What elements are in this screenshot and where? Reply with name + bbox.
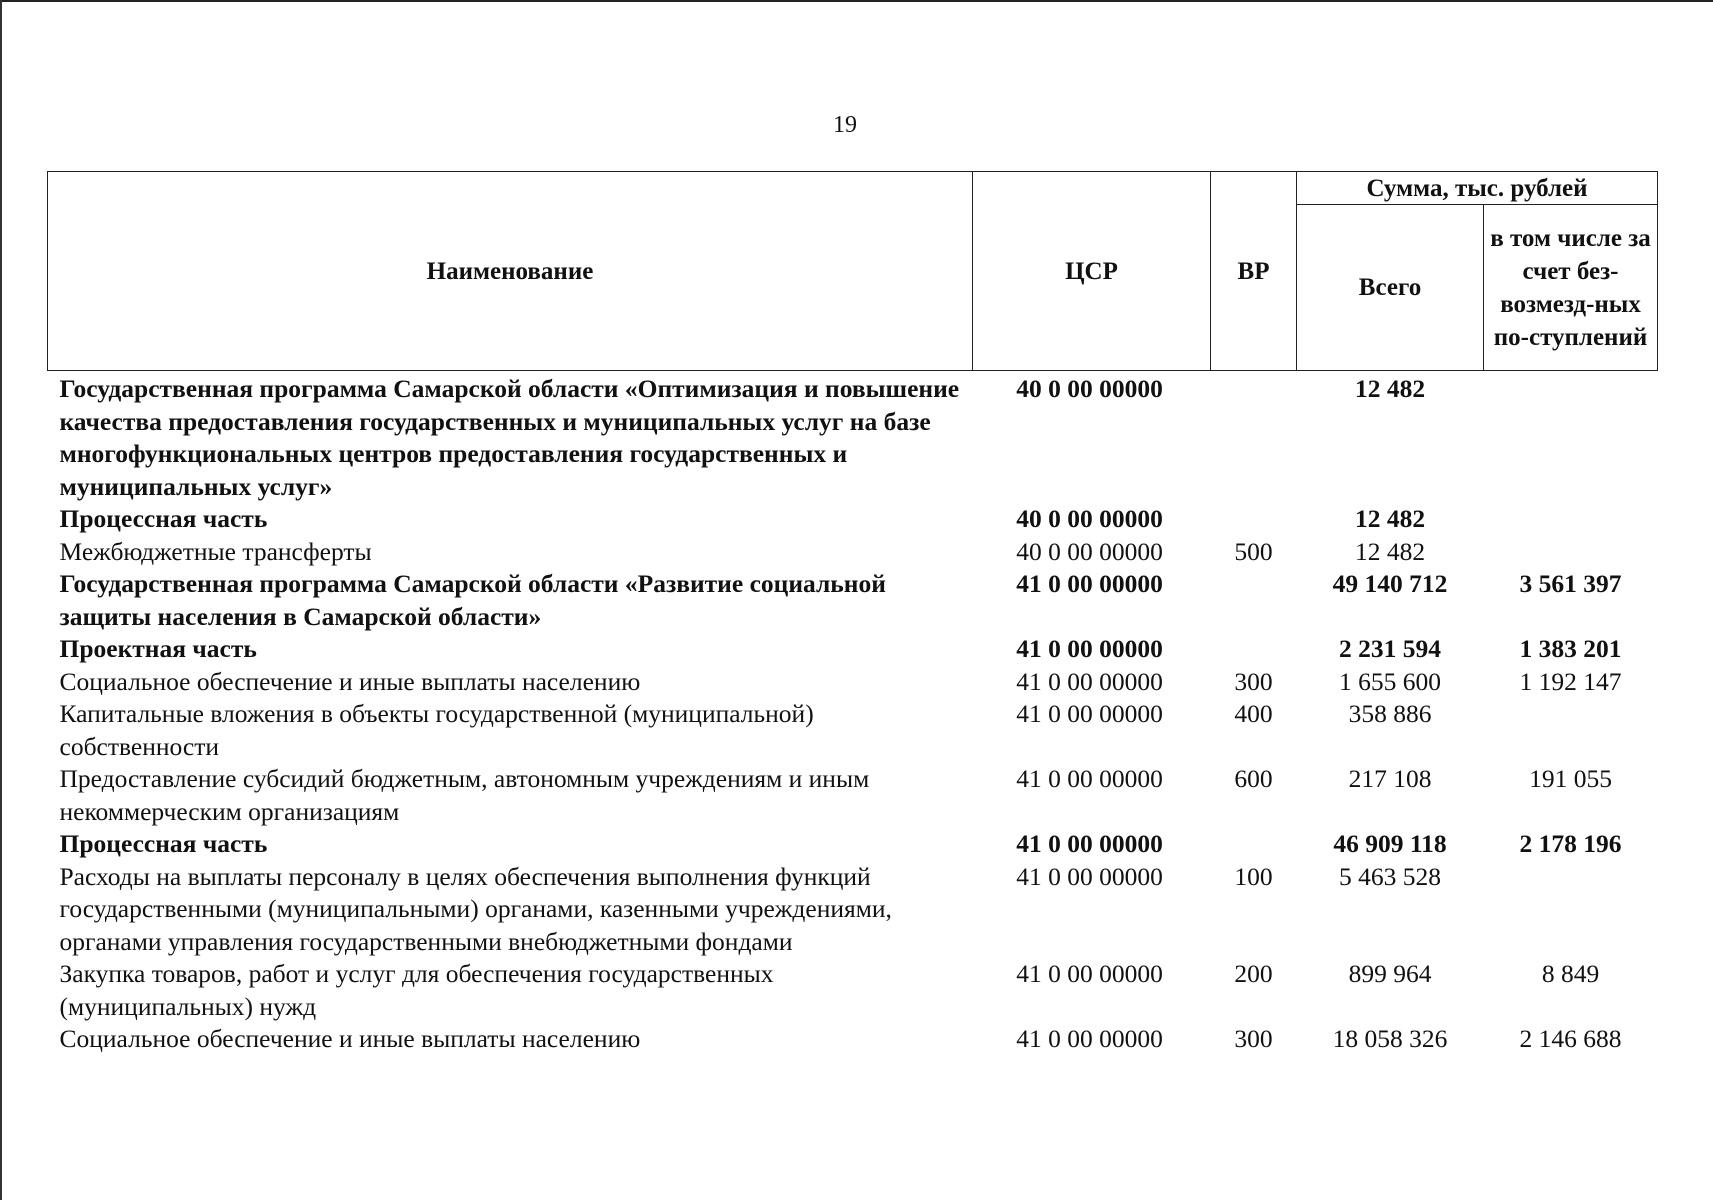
header-total: Всего	[1297, 205, 1484, 371]
cell-csr: 41 0 00 00000	[1016, 699, 1163, 728]
table-row	[48, 536, 1658, 569]
cell-name: Расходы на выплаты персоналу в целях обеспечения выполнения функций государственными (муниципальными) органами, казенными учреждениями, органами управления государственными внебюджетными фондами	[59, 861, 892, 956]
table-row	[48, 568, 1658, 633]
cell-csr: 40 0 00 00000	[1016, 504, 1163, 533]
cell-grants: 1 192 147	[1519, 666, 1622, 696]
cell-total: 12 482	[1354, 536, 1426, 566]
cell-csr: 41 0 00 00000	[1016, 634, 1163, 663]
cell-vr	[1211, 371, 1297, 504]
header-name: Наименование	[48, 172, 973, 371]
cell-total: 1 655 600	[1339, 666, 1441, 696]
cell-grants: 3 561 397	[1519, 569, 1622, 598]
cell-total: 18 058 326	[1332, 1024, 1448, 1053]
cell-total: 12 482	[1354, 374, 1426, 403]
table-row	[48, 861, 1658, 959]
cell-name: Капитальные вложения в объекты государственной (муниципальной) собственности	[59, 699, 814, 761]
table-row	[48, 828, 1658, 861]
cell-name: Процессная часть	[59, 829, 268, 858]
budget-table	[47, 171, 1658, 1056]
cell-name: Проектная часть	[59, 634, 257, 663]
cell-total: 217 108	[1348, 764, 1432, 793]
cell-vr	[1211, 568, 1297, 633]
cell-total: 49 140 712	[1332, 569, 1448, 598]
cell-name: Государственная программа Самарской области «Оптимизация и повышение качества предоставления государственных и муниципальных услуг на базе многофункциональных центров предоставления государственных и муниципальных услуг»	[59, 374, 960, 501]
cell-total: 358 886	[1348, 699, 1432, 728]
cell-vr: 100	[1234, 861, 1273, 891]
cell-total: 2 231 594	[1339, 634, 1441, 663]
table-row	[48, 1023, 1658, 1056]
table-body	[48, 371, 1658, 1056]
cell-csr: 41 0 00 00000	[1016, 764, 1163, 793]
table-row	[48, 698, 1658, 763]
cell-grants	[1484, 503, 1658, 536]
cell-vr: 600	[1234, 764, 1273, 793]
cell-name: Социальное обеспечение и иные выплаты населению	[59, 666, 641, 696]
header-csr: ЦСР	[973, 172, 1211, 371]
cell-grants: 1 383 201	[1519, 634, 1622, 663]
page-edge-top	[0, 0, 1713, 2]
cell-name: Процессная часть	[59, 504, 268, 533]
cell-csr: 40 0 00 00000	[1016, 536, 1163, 566]
cell-name: Социальное обеспечение и иные выплаты населению	[59, 1024, 641, 1053]
page-edge-left	[0, 0, 2, 1200]
cell-csr: 41 0 00 00000	[1016, 1024, 1163, 1053]
cell-grants: 2 178 196	[1519, 829, 1622, 858]
cell-grants	[1484, 698, 1658, 763]
cell-csr: 41 0 00 00000	[1016, 829, 1163, 858]
cell-csr: 41 0 00 00000	[1016, 861, 1163, 891]
table-row	[48, 633, 1658, 666]
cell-csr: 40 0 00 00000	[1016, 374, 1163, 403]
cell-csr: 41 0 00 00000	[1016, 569, 1163, 598]
cell-vr	[1211, 503, 1297, 536]
cell-total: 12 482	[1354, 504, 1426, 533]
table-header	[48, 172, 1658, 371]
cell-name: Государственная программа Самарской области «Развитие социальной защиты населения в Самарской области»	[59, 569, 886, 631]
table-row	[48, 958, 1658, 1023]
cell-grants: 191 055	[1529, 764, 1612, 793]
header-grants: в том числе за счет без-возмезд-ных по-ступлений	[1484, 205, 1658, 371]
cell-total: 899 964	[1348, 959, 1432, 988]
table-row	[48, 371, 1658, 504]
cell-vr: 400	[1234, 699, 1273, 728]
cell-total: 46 909 118	[1333, 829, 1447, 858]
cell-csr: 41 0 00 00000	[1016, 666, 1163, 696]
page-number: 19	[833, 112, 857, 138]
cell-vr	[1211, 828, 1297, 861]
cell-name: Межбюджетные трансферты	[59, 536, 372, 566]
cell-name: Предоставление субсидий бюджетным, автономным учреждениям и иным некоммерческим организациям	[59, 764, 870, 826]
cell-name: Закупка товаров, работ и услуг для обеспечения государственных (муниципальных) нужд	[59, 959, 774, 1021]
cell-vr: 300	[1234, 1024, 1273, 1053]
header-vr: ВР	[1211, 172, 1297, 371]
table-row	[48, 666, 1658, 699]
cell-grants	[1484, 861, 1658, 959]
cell-vr	[1211, 633, 1297, 666]
cell-grants: 8 849	[1541, 959, 1600, 988]
cell-grants	[1484, 371, 1658, 504]
table-row	[48, 503, 1658, 536]
table-row	[48, 763, 1658, 828]
cell-grants: 2 146 688	[1519, 1024, 1622, 1053]
cell-vr: 200	[1234, 959, 1273, 988]
cell-total: 5 463 528	[1339, 861, 1441, 891]
cell-vr: 500	[1234, 536, 1273, 566]
cell-vr: 300	[1234, 666, 1273, 696]
header-sum-group: Сумма, тыс. рублей	[1297, 172, 1658, 205]
cell-grants	[1484, 536, 1658, 569]
cell-csr: 41 0 00 00000	[1016, 959, 1163, 988]
